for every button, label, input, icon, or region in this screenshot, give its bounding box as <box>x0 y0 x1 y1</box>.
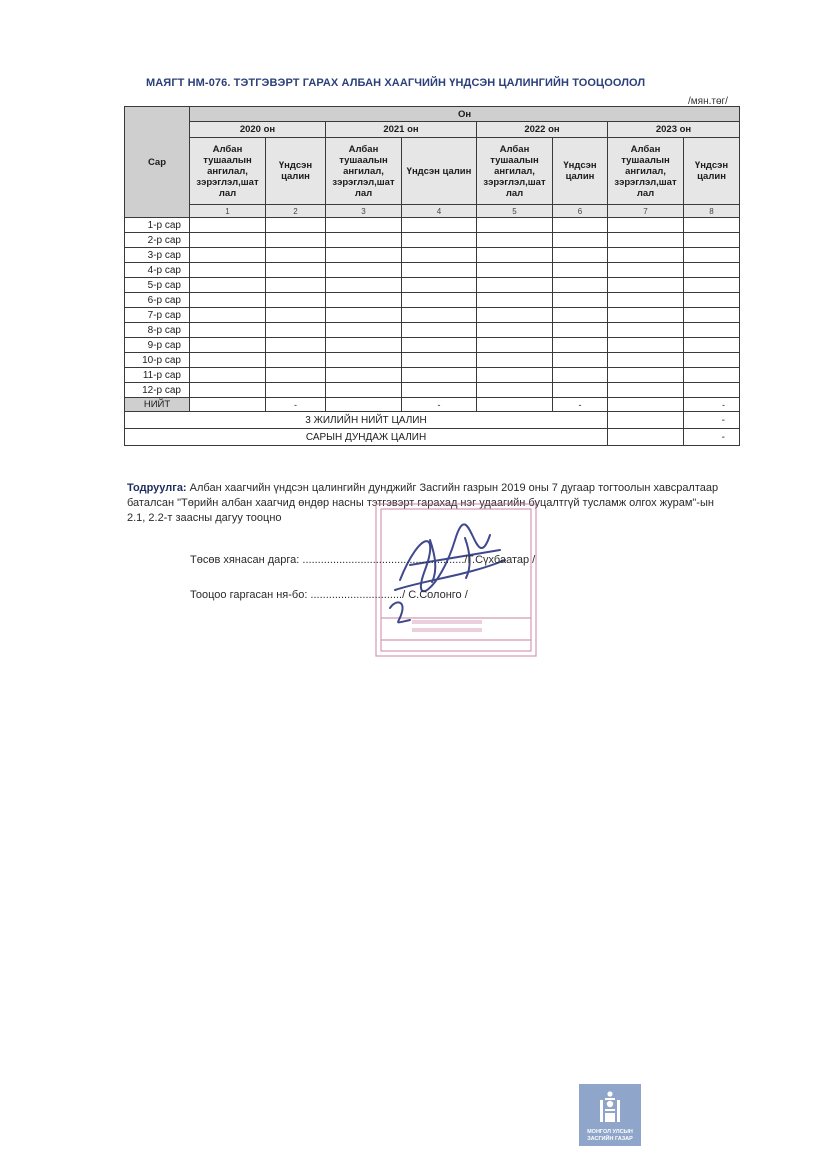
table-cell <box>608 278 684 293</box>
table-cell <box>477 233 553 248</box>
table-cell <box>402 308 477 323</box>
table-row <box>125 323 740 338</box>
table-cell <box>608 263 684 278</box>
total-cell <box>608 398 684 412</box>
three-year-total-label: 3 ЖИЛИЙН НИЙТ ЦАЛИН <box>125 412 608 429</box>
table-row <box>125 278 740 293</box>
government-emblem <box>579 1084 641 1146</box>
three-year-total-value: - <box>684 412 740 429</box>
table-row <box>125 263 740 278</box>
position-header: Албан тушаалын ангилал, зэрэглэл,шат лал <box>190 138 266 205</box>
table-cell <box>684 293 740 308</box>
table-row <box>125 338 740 353</box>
month-rows <box>125 218 740 398</box>
table-cell <box>190 338 266 353</box>
table-row <box>125 233 740 248</box>
table-cell <box>402 323 477 338</box>
month-label: 2-р сар <box>125 233 190 248</box>
table-cell <box>326 338 402 353</box>
table-cell <box>553 278 608 293</box>
table-cell <box>608 308 684 323</box>
total-cell: - <box>402 398 477 412</box>
table-cell <box>326 353 402 368</box>
table-cell <box>553 263 608 278</box>
table-cell <box>266 233 326 248</box>
table-cell <box>553 383 608 398</box>
table-cell <box>553 368 608 383</box>
table-cell <box>684 233 740 248</box>
unit-label: /мян.төг/ <box>688 96 728 107</box>
salary-header: Үндсэн цалин <box>684 138 740 205</box>
table-cell <box>477 323 553 338</box>
table-cell <box>684 263 740 278</box>
table-cell <box>402 368 477 383</box>
year-header-2021: 2021 он <box>326 122 477 138</box>
monthly-average-value: - <box>684 429 740 446</box>
month-label: 12-р сар <box>125 383 190 398</box>
table-cell <box>608 218 684 233</box>
table-cell <box>684 278 740 293</box>
month-label: 9-р сар <box>125 338 190 353</box>
column-number: 4 <box>402 205 477 218</box>
table-cell <box>684 248 740 263</box>
table-cell <box>477 293 553 308</box>
month-label: 1-р сар <box>125 218 190 233</box>
month-label: 4-р сар <box>125 263 190 278</box>
table-cell <box>266 383 326 398</box>
table-cell <box>266 353 326 368</box>
handwritten-signature <box>380 520 520 630</box>
total-row <box>125 398 740 412</box>
table-cell <box>402 278 477 293</box>
document-title: МАЯГТ НМ-076. ТЭТГЭВЭРТ ГАРАХ АЛБАН ХААГЧИЙН ҮНДСЭН ЦАЛИНГИЙН ТООЦООЛОЛ <box>146 77 646 89</box>
table-row <box>125 383 740 398</box>
salary-header: Үндсэн цалин <box>553 138 608 205</box>
table-cell <box>326 368 402 383</box>
month-label: 10-р сар <box>125 353 190 368</box>
table-cell <box>477 263 553 278</box>
table-cell <box>266 278 326 293</box>
note-text: Албан хаагчийн үндсэн цалингийн дунджийг Засгийн газрын 2019 оны 7 дугаар тогтоолын хавсралтаар баталсан "Төрийн албан хаагчид өндөр насны тэтгэвэрт гарахад нэг удаагийн буцалтгүй тусламж олгох журам"-ын 2.1, 2.2-т заасны дагуу тооцно <box>127 482 719 524</box>
table-cell <box>266 308 326 323</box>
table-cell <box>608 353 684 368</box>
total-cell: - <box>266 398 326 412</box>
table-cell <box>402 263 477 278</box>
column-number: 5 <box>477 205 553 218</box>
month-label: 11-р сар <box>125 368 190 383</box>
table-cell <box>477 278 553 293</box>
column-number: 7 <box>608 205 684 218</box>
table-cell <box>402 353 477 368</box>
column-number: 2 <box>266 205 326 218</box>
soyombo-icon <box>596 1090 624 1126</box>
table-row <box>125 368 740 383</box>
table-cell <box>326 383 402 398</box>
table-cell <box>553 353 608 368</box>
month-label: 7-р сар <box>125 308 190 323</box>
table-cell <box>402 218 477 233</box>
table-cell <box>266 323 326 338</box>
table-cell <box>684 368 740 383</box>
year-header-2022: 2022 он <box>477 122 608 138</box>
month-label: 6-р сар <box>125 293 190 308</box>
table-cell <box>477 383 553 398</box>
table-cell <box>190 263 266 278</box>
table-cell <box>190 248 266 263</box>
table-cell <box>402 383 477 398</box>
table-cell <box>684 383 740 398</box>
table-cell <box>190 353 266 368</box>
table-cell <box>326 263 402 278</box>
table-cell <box>402 338 477 353</box>
table-cell <box>402 293 477 308</box>
column-number: 8 <box>684 205 740 218</box>
salary-table <box>124 106 740 446</box>
year-header-2020: 2020 он <box>190 122 326 138</box>
emblem-text-line2: ЗАСГИЙН ГАЗАР <box>587 1136 633 1142</box>
table-row <box>125 218 740 233</box>
salary-header: Үндсэн цалин <box>402 138 477 205</box>
year-header-2023: 2023 он <box>608 122 740 138</box>
monthly-average-blank <box>608 429 684 446</box>
table-cell <box>266 293 326 308</box>
table-cell <box>553 233 608 248</box>
table-cell <box>326 278 402 293</box>
year-group-header: Он <box>190 107 740 122</box>
total-label: НИЙТ <box>125 398 190 412</box>
table-cell <box>553 218 608 233</box>
table-cell <box>190 218 266 233</box>
monthly-average-row <box>125 429 740 446</box>
preparer-signature-line: Тооцоо гаргасан ня-бо: ............................../ С.Солонго / <box>190 589 468 601</box>
table-cell <box>326 293 402 308</box>
table-cell <box>326 248 402 263</box>
table-cell <box>402 248 477 263</box>
table-cell <box>608 293 684 308</box>
table-cell <box>608 338 684 353</box>
table-cell <box>190 308 266 323</box>
table-cell <box>608 248 684 263</box>
table-cell <box>608 368 684 383</box>
table-cell <box>684 353 740 368</box>
column-number: 1 <box>190 205 266 218</box>
table-cell <box>266 338 326 353</box>
column-number: 6 <box>553 205 608 218</box>
three-year-total-blank <box>608 412 684 429</box>
table-cell <box>190 368 266 383</box>
table-cell <box>326 233 402 248</box>
table-cell <box>684 338 740 353</box>
table-cell <box>190 278 266 293</box>
emblem-text-line1: МОНГОЛ УЛСЫН <box>587 1129 633 1135</box>
position-header: Албан тушаалын ангилал, зэрэглэл,шат лал <box>326 138 402 205</box>
table-cell <box>190 383 266 398</box>
table-cell <box>326 308 402 323</box>
table-cell <box>608 323 684 338</box>
table-cell <box>684 323 740 338</box>
total-cell: - <box>684 398 740 412</box>
three-year-total-row <box>125 412 740 429</box>
month-label: 8-р сар <box>125 323 190 338</box>
monthly-average-label: САРЫН ДУНДАЖ ЦАЛИН <box>125 429 608 446</box>
table-row <box>125 248 740 263</box>
table-row <box>125 293 740 308</box>
table-cell <box>553 248 608 263</box>
total-cell <box>326 398 402 412</box>
table-cell <box>326 218 402 233</box>
table-cell <box>266 248 326 263</box>
approver-signature-line: Төсөв хянасан дарга: ...................................................../Г.Сүхбаатар / <box>190 554 536 566</box>
table-cell <box>684 308 740 323</box>
table-cell <box>477 218 553 233</box>
table-cell <box>266 263 326 278</box>
table-cell <box>190 323 266 338</box>
total-cell <box>190 398 266 412</box>
table-cell <box>190 233 266 248</box>
table-cell <box>477 338 553 353</box>
table-row <box>125 308 740 323</box>
month-label: 3-р сар <box>125 248 190 263</box>
table-row <box>125 353 740 368</box>
table-cell <box>477 353 553 368</box>
table-cell <box>553 308 608 323</box>
table-cell <box>326 323 402 338</box>
table-cell <box>553 323 608 338</box>
table-cell <box>266 368 326 383</box>
table-cell <box>684 218 740 233</box>
table-cell <box>190 293 266 308</box>
table-cell <box>477 248 553 263</box>
month-label: 5-р сар <box>125 278 190 293</box>
position-header: Албан тушаалын ангилал, зэрэглэл,шат лал <box>477 138 553 205</box>
total-cell: - <box>553 398 608 412</box>
table-cell <box>553 338 608 353</box>
table-cell <box>402 233 477 248</box>
table-cell <box>608 383 684 398</box>
table-cell <box>477 368 553 383</box>
table-cell <box>608 233 684 248</box>
note-label: Тодруулга: <box>127 482 187 494</box>
month-column-header: Сар <box>125 107 190 218</box>
salary-header: Үндсэн цалин <box>266 138 326 205</box>
total-cell <box>477 398 553 412</box>
table-cell <box>553 293 608 308</box>
position-header: Албан тушаалын ангилал, зэрэглэл,шат лал <box>608 138 684 205</box>
table-cell <box>266 218 326 233</box>
column-number: 3 <box>326 205 402 218</box>
table-cell <box>477 308 553 323</box>
